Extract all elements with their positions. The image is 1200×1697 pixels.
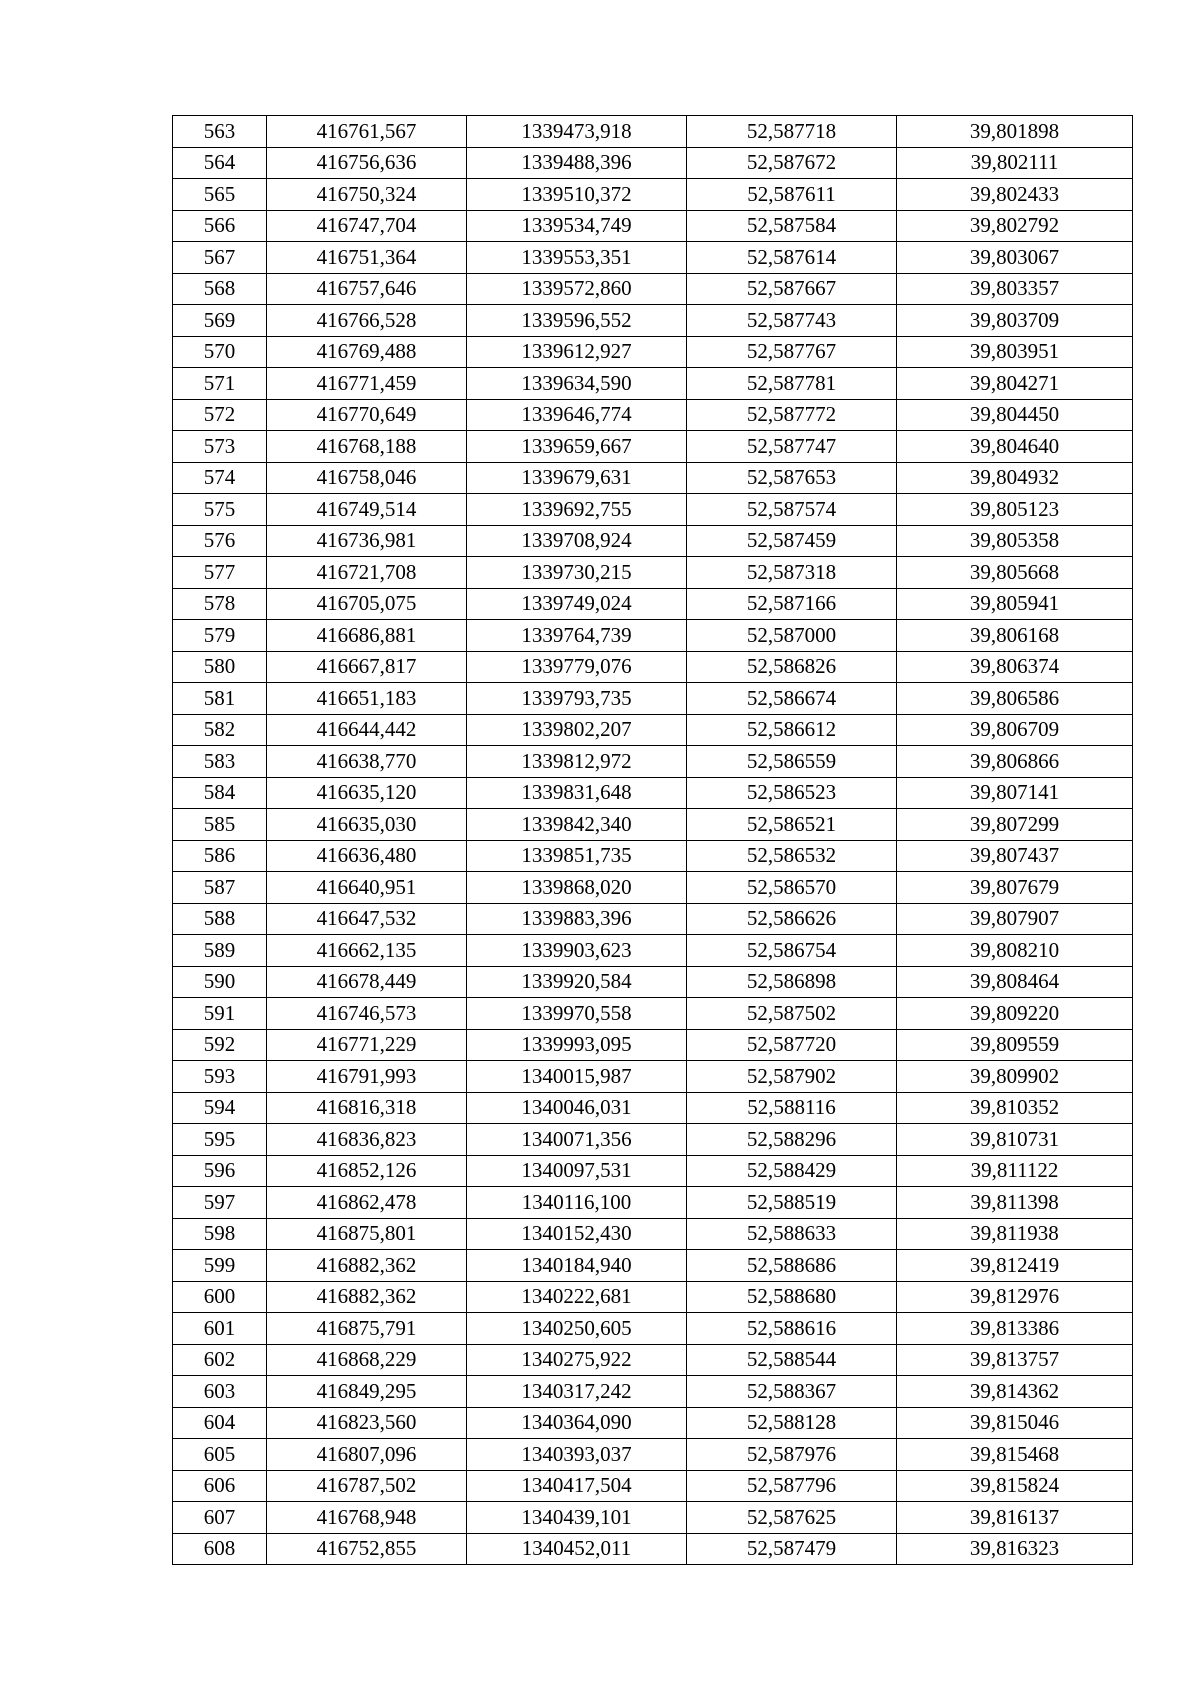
y-coordinate-cell: 1339831,648 <box>467 777 687 809</box>
x-coordinate-cell: 416736,981 <box>267 525 467 557</box>
table-row <box>173 872 1133 904</box>
x-coordinate-cell: 416705,075 <box>267 588 467 620</box>
table-row <box>173 588 1133 620</box>
y-coordinate-cell: 1340222,681 <box>467 1281 687 1313</box>
table-row <box>173 431 1133 463</box>
point-number-cell: 566 <box>173 210 267 242</box>
table-row <box>173 147 1133 179</box>
x-coordinate-cell: 416749,514 <box>267 494 467 526</box>
table-row <box>173 179 1133 211</box>
latitude-cell: 52,588686 <box>687 1250 897 1282</box>
x-coordinate-cell: 416875,801 <box>267 1218 467 1250</box>
table-row <box>173 116 1133 148</box>
y-coordinate-cell: 1339903,623 <box>467 935 687 967</box>
x-coordinate-cell: 416875,791 <box>267 1313 467 1345</box>
y-coordinate-cell: 1339659,667 <box>467 431 687 463</box>
x-coordinate-cell: 416752,855 <box>267 1533 467 1565</box>
x-coordinate-cell: 416862,478 <box>267 1187 467 1219</box>
table-row <box>173 1218 1133 1250</box>
table-row <box>173 1470 1133 1502</box>
longitude-cell: 39,808210 <box>897 935 1133 967</box>
latitude-cell: 52,586898 <box>687 966 897 998</box>
table-row <box>173 620 1133 652</box>
y-coordinate-cell: 1339793,735 <box>467 683 687 715</box>
point-number-cell: 600 <box>173 1281 267 1313</box>
latitude-cell: 52,586754 <box>687 935 897 967</box>
x-coordinate-cell: 416636,480 <box>267 840 467 872</box>
longitude-cell: 39,805358 <box>897 525 1133 557</box>
point-number-cell: 578 <box>173 588 267 620</box>
y-coordinate-cell: 1340097,531 <box>467 1155 687 1187</box>
longitude-cell: 39,815824 <box>897 1470 1133 1502</box>
x-coordinate-cell: 416791,993 <box>267 1061 467 1093</box>
longitude-cell: 39,801898 <box>897 116 1133 148</box>
table-row <box>173 1407 1133 1439</box>
latitude-cell: 52,587502 <box>687 998 897 1030</box>
point-number-cell: 575 <box>173 494 267 526</box>
x-coordinate-cell: 416849,295 <box>267 1376 467 1408</box>
y-coordinate-cell: 1339749,024 <box>467 588 687 620</box>
y-coordinate-cell: 1339488,396 <box>467 147 687 179</box>
latitude-cell: 52,587781 <box>687 368 897 400</box>
latitude-cell: 52,587767 <box>687 336 897 368</box>
point-number-cell: 586 <box>173 840 267 872</box>
x-coordinate-cell: 416771,229 <box>267 1029 467 1061</box>
latitude-cell: 52,586612 <box>687 714 897 746</box>
point-number-cell: 570 <box>173 336 267 368</box>
y-coordinate-cell: 1340439,101 <box>467 1502 687 1534</box>
x-coordinate-cell: 416836,823 <box>267 1124 467 1156</box>
latitude-cell: 52,587614 <box>687 242 897 274</box>
coordinates-table-body <box>173 116 1133 1565</box>
longitude-cell: 39,812419 <box>897 1250 1133 1282</box>
table-row <box>173 651 1133 683</box>
longitude-cell: 39,802111 <box>897 147 1133 179</box>
point-number-cell: 608 <box>173 1533 267 1565</box>
table-row <box>173 777 1133 809</box>
latitude-cell: 52,588544 <box>687 1344 897 1376</box>
x-coordinate-cell: 416751,364 <box>267 242 467 274</box>
x-coordinate-cell: 416768,948 <box>267 1502 467 1534</box>
table-row <box>173 1281 1133 1313</box>
table-row <box>173 336 1133 368</box>
latitude-cell: 52,587000 <box>687 620 897 652</box>
y-coordinate-cell: 1340015,987 <box>467 1061 687 1093</box>
point-number-cell: 568 <box>173 273 267 305</box>
x-coordinate-cell: 416651,183 <box>267 683 467 715</box>
y-coordinate-cell: 1339572,860 <box>467 273 687 305</box>
longitude-cell: 39,810352 <box>897 1092 1133 1124</box>
y-coordinate-cell: 1339812,972 <box>467 746 687 778</box>
table-row <box>173 1313 1133 1345</box>
point-number-cell: 579 <box>173 620 267 652</box>
x-coordinate-cell: 416686,881 <box>267 620 467 652</box>
x-coordinate-cell: 416747,704 <box>267 210 467 242</box>
longitude-cell: 39,806374 <box>897 651 1133 683</box>
latitude-cell: 52,586523 <box>687 777 897 809</box>
latitude-cell: 52,587718 <box>687 116 897 148</box>
longitude-cell: 39,804450 <box>897 399 1133 431</box>
point-number-cell: 595 <box>173 1124 267 1156</box>
point-number-cell: 597 <box>173 1187 267 1219</box>
x-coordinate-cell: 416638,770 <box>267 746 467 778</box>
y-coordinate-cell: 1339842,340 <box>467 809 687 841</box>
point-number-cell: 576 <box>173 525 267 557</box>
point-number-cell: 605 <box>173 1439 267 1471</box>
x-coordinate-cell: 416807,096 <box>267 1439 467 1471</box>
latitude-cell: 52,588680 <box>687 1281 897 1313</box>
point-number-cell: 580 <box>173 651 267 683</box>
x-coordinate-cell: 416770,649 <box>267 399 467 431</box>
latitude-cell: 52,588367 <box>687 1376 897 1408</box>
longitude-cell: 39,813386 <box>897 1313 1133 1345</box>
point-number-cell: 581 <box>173 683 267 715</box>
point-number-cell: 584 <box>173 777 267 809</box>
y-coordinate-cell: 1339596,552 <box>467 305 687 337</box>
longitude-cell: 39,811398 <box>897 1187 1133 1219</box>
x-coordinate-cell: 416766,528 <box>267 305 467 337</box>
y-coordinate-cell: 1340393,037 <box>467 1439 687 1471</box>
table-row <box>173 1533 1133 1565</box>
x-coordinate-cell: 416823,560 <box>267 1407 467 1439</box>
longitude-cell: 39,802792 <box>897 210 1133 242</box>
longitude-cell: 39,809559 <box>897 1029 1133 1061</box>
table-row <box>173 1124 1133 1156</box>
y-coordinate-cell: 1339473,918 <box>467 116 687 148</box>
table-row <box>173 557 1133 589</box>
latitude-cell: 52,588429 <box>687 1155 897 1187</box>
y-coordinate-cell: 1340071,356 <box>467 1124 687 1156</box>
point-number-cell: 601 <box>173 1313 267 1345</box>
x-coordinate-cell: 416757,646 <box>267 273 467 305</box>
y-coordinate-cell: 1339553,351 <box>467 242 687 274</box>
y-coordinate-cell: 1340317,242 <box>467 1376 687 1408</box>
x-coordinate-cell: 416769,488 <box>267 336 467 368</box>
y-coordinate-cell: 1340364,090 <box>467 1407 687 1439</box>
y-coordinate-cell: 1339510,372 <box>467 179 687 211</box>
y-coordinate-cell: 1339851,735 <box>467 840 687 872</box>
y-coordinate-cell: 1339970,558 <box>467 998 687 1030</box>
y-coordinate-cell: 1339692,755 <box>467 494 687 526</box>
point-number-cell: 604 <box>173 1407 267 1439</box>
longitude-cell: 39,811122 <box>897 1155 1133 1187</box>
y-coordinate-cell: 1340452,011 <box>467 1533 687 1565</box>
y-coordinate-cell: 1339802,207 <box>467 714 687 746</box>
table-row <box>173 462 1133 494</box>
longitude-cell: 39,807679 <box>897 872 1133 904</box>
point-number-cell: 567 <box>173 242 267 274</box>
table-row <box>173 935 1133 967</box>
x-coordinate-cell: 416768,188 <box>267 431 467 463</box>
y-coordinate-cell: 1339993,095 <box>467 1029 687 1061</box>
longitude-cell: 39,803357 <box>897 273 1133 305</box>
x-coordinate-cell: 416667,817 <box>267 651 467 683</box>
point-number-cell: 582 <box>173 714 267 746</box>
x-coordinate-cell: 416644,442 <box>267 714 467 746</box>
latitude-cell: 52,587667 <box>687 273 897 305</box>
x-coordinate-cell: 416882,362 <box>267 1281 467 1313</box>
longitude-cell: 39,803709 <box>897 305 1133 337</box>
latitude-cell: 52,586570 <box>687 872 897 904</box>
latitude-cell: 52,587772 <box>687 399 897 431</box>
point-number-cell: 577 <box>173 557 267 589</box>
point-number-cell: 587 <box>173 872 267 904</box>
longitude-cell: 39,807141 <box>897 777 1133 809</box>
point-number-cell: 596 <box>173 1155 267 1187</box>
table-row <box>173 273 1133 305</box>
longitude-cell: 39,805941 <box>897 588 1133 620</box>
point-number-cell: 565 <box>173 179 267 211</box>
longitude-cell: 39,806866 <box>897 746 1133 778</box>
latitude-cell: 52,587479 <box>687 1533 897 1565</box>
longitude-cell: 39,815468 <box>897 1439 1133 1471</box>
table-row <box>173 714 1133 746</box>
table-row <box>173 1502 1133 1534</box>
point-number-cell: 606 <box>173 1470 267 1502</box>
longitude-cell: 39,806709 <box>897 714 1133 746</box>
point-number-cell: 574 <box>173 462 267 494</box>
y-coordinate-cell: 1340116,100 <box>467 1187 687 1219</box>
longitude-cell: 39,811938 <box>897 1218 1133 1250</box>
longitude-cell: 39,804640 <box>897 431 1133 463</box>
x-coordinate-cell: 416635,030 <box>267 809 467 841</box>
x-coordinate-cell: 416678,449 <box>267 966 467 998</box>
latitude-cell: 52,586626 <box>687 903 897 935</box>
latitude-cell: 52,587584 <box>687 210 897 242</box>
x-coordinate-cell: 416816,318 <box>267 1092 467 1124</box>
point-number-cell: 588 <box>173 903 267 935</box>
y-coordinate-cell: 1339612,927 <box>467 336 687 368</box>
longitude-cell: 39,805123 <box>897 494 1133 526</box>
longitude-cell: 39,816137 <box>897 1502 1133 1534</box>
table-row <box>173 1061 1133 1093</box>
y-coordinate-cell: 1339679,631 <box>467 462 687 494</box>
table-row <box>173 998 1133 1030</box>
x-coordinate-cell: 416852,126 <box>267 1155 467 1187</box>
latitude-cell: 52,588633 <box>687 1218 897 1250</box>
longitude-cell: 39,807299 <box>897 809 1133 841</box>
latitude-cell: 52,587625 <box>687 1502 897 1534</box>
y-coordinate-cell: 1340250,605 <box>467 1313 687 1345</box>
x-coordinate-cell: 416882,362 <box>267 1250 467 1282</box>
y-coordinate-cell: 1339730,215 <box>467 557 687 589</box>
y-coordinate-cell: 1339764,739 <box>467 620 687 652</box>
point-number-cell: 569 <box>173 305 267 337</box>
y-coordinate-cell: 1340417,504 <box>467 1470 687 1502</box>
x-coordinate-cell: 416771,459 <box>267 368 467 400</box>
x-coordinate-cell: 416635,120 <box>267 777 467 809</box>
point-number-cell: 598 <box>173 1218 267 1250</box>
latitude-cell: 52,587747 <box>687 431 897 463</box>
table-row <box>173 966 1133 998</box>
x-coordinate-cell: 416787,502 <box>267 1470 467 1502</box>
table-row <box>173 1439 1133 1471</box>
latitude-cell: 52,587720 <box>687 1029 897 1061</box>
table-row <box>173 1376 1133 1408</box>
longitude-cell: 39,807907 <box>897 903 1133 935</box>
latitude-cell: 52,586532 <box>687 840 897 872</box>
point-number-cell: 607 <box>173 1502 267 1534</box>
table-row <box>173 683 1133 715</box>
point-number-cell: 573 <box>173 431 267 463</box>
longitude-cell: 39,807437 <box>897 840 1133 872</box>
latitude-cell: 52,586559 <box>687 746 897 778</box>
latitude-cell: 52,588116 <box>687 1092 897 1124</box>
point-number-cell: 572 <box>173 399 267 431</box>
latitude-cell: 52,587902 <box>687 1061 897 1093</box>
x-coordinate-cell: 416761,567 <box>267 116 467 148</box>
point-number-cell: 599 <box>173 1250 267 1282</box>
table-row <box>173 746 1133 778</box>
latitude-cell: 52,587166 <box>687 588 897 620</box>
y-coordinate-cell: 1339868,020 <box>467 872 687 904</box>
longitude-cell: 39,803951 <box>897 336 1133 368</box>
table-row <box>173 305 1133 337</box>
longitude-cell: 39,815046 <box>897 1407 1133 1439</box>
coordinates-table <box>172 115 1133 1565</box>
longitude-cell: 39,803067 <box>897 242 1133 274</box>
latitude-cell: 52,587743 <box>687 305 897 337</box>
longitude-cell: 39,806586 <box>897 683 1133 715</box>
latitude-cell: 52,587672 <box>687 147 897 179</box>
y-coordinate-cell: 1339634,590 <box>467 368 687 400</box>
x-coordinate-cell: 416756,636 <box>267 147 467 179</box>
x-coordinate-cell: 416750,324 <box>267 179 467 211</box>
y-coordinate-cell: 1339920,584 <box>467 966 687 998</box>
latitude-cell: 52,588519 <box>687 1187 897 1219</box>
x-coordinate-cell: 416758,046 <box>267 462 467 494</box>
longitude-cell: 39,813757 <box>897 1344 1133 1376</box>
y-coordinate-cell: 1339708,924 <box>467 525 687 557</box>
table-row <box>173 525 1133 557</box>
longitude-cell: 39,809220 <box>897 998 1133 1030</box>
y-coordinate-cell: 1339883,396 <box>467 903 687 935</box>
x-coordinate-cell: 416721,708 <box>267 557 467 589</box>
point-number-cell: 563 <box>173 116 267 148</box>
table-row <box>173 1344 1133 1376</box>
point-number-cell: 594 <box>173 1092 267 1124</box>
latitude-cell: 52,586674 <box>687 683 897 715</box>
longitude-cell: 39,804932 <box>897 462 1133 494</box>
latitude-cell: 52,587976 <box>687 1439 897 1471</box>
table-row <box>173 1092 1133 1124</box>
table-row <box>173 1029 1133 1061</box>
table-row <box>173 368 1133 400</box>
x-coordinate-cell: 416662,135 <box>267 935 467 967</box>
longitude-cell: 39,808464 <box>897 966 1133 998</box>
point-number-cell: 571 <box>173 368 267 400</box>
x-coordinate-cell: 416868,229 <box>267 1344 467 1376</box>
latitude-cell: 52,587796 <box>687 1470 897 1502</box>
table-row <box>173 210 1133 242</box>
latitude-cell: 52,587574 <box>687 494 897 526</box>
y-coordinate-cell: 1339646,774 <box>467 399 687 431</box>
latitude-cell: 52,587459 <box>687 525 897 557</box>
longitude-cell: 39,809902 <box>897 1061 1133 1093</box>
point-number-cell: 592 <box>173 1029 267 1061</box>
point-number-cell: 591 <box>173 998 267 1030</box>
table-row <box>173 494 1133 526</box>
table-row <box>173 242 1133 274</box>
longitude-cell: 39,802433 <box>897 179 1133 211</box>
y-coordinate-cell: 1339534,749 <box>467 210 687 242</box>
point-number-cell: 602 <box>173 1344 267 1376</box>
latitude-cell: 52,587611 <box>687 179 897 211</box>
table-row <box>173 399 1133 431</box>
latitude-cell: 52,588128 <box>687 1407 897 1439</box>
y-coordinate-cell: 1340184,940 <box>467 1250 687 1282</box>
latitude-cell: 52,588616 <box>687 1313 897 1345</box>
table-row <box>173 1155 1133 1187</box>
point-number-cell: 589 <box>173 935 267 967</box>
latitude-cell: 52,588296 <box>687 1124 897 1156</box>
longitude-cell: 39,804271 <box>897 368 1133 400</box>
point-number-cell: 590 <box>173 966 267 998</box>
point-number-cell: 585 <box>173 809 267 841</box>
longitude-cell: 39,814362 <box>897 1376 1133 1408</box>
latitude-cell: 52,587653 <box>687 462 897 494</box>
latitude-cell: 52,586826 <box>687 651 897 683</box>
y-coordinate-cell: 1340046,031 <box>467 1092 687 1124</box>
x-coordinate-cell: 416647,532 <box>267 903 467 935</box>
longitude-cell: 39,812976 <box>897 1281 1133 1313</box>
x-coordinate-cell: 416746,573 <box>267 998 467 1030</box>
longitude-cell: 39,816323 <box>897 1533 1133 1565</box>
table-row <box>173 903 1133 935</box>
table-row <box>173 840 1133 872</box>
table-row <box>173 809 1133 841</box>
point-number-cell: 564 <box>173 147 267 179</box>
y-coordinate-cell: 1340152,430 <box>467 1218 687 1250</box>
latitude-cell: 52,586521 <box>687 809 897 841</box>
table-row <box>173 1250 1133 1282</box>
longitude-cell: 39,805668 <box>897 557 1133 589</box>
y-coordinate-cell: 1339779,076 <box>467 651 687 683</box>
point-number-cell: 583 <box>173 746 267 778</box>
longitude-cell: 39,810731 <box>897 1124 1133 1156</box>
x-coordinate-cell: 416640,951 <box>267 872 467 904</box>
y-coordinate-cell: 1340275,922 <box>467 1344 687 1376</box>
longitude-cell: 39,806168 <box>897 620 1133 652</box>
point-number-cell: 603 <box>173 1376 267 1408</box>
table-row <box>173 1187 1133 1219</box>
point-number-cell: 593 <box>173 1061 267 1093</box>
latitude-cell: 52,587318 <box>687 557 897 589</box>
